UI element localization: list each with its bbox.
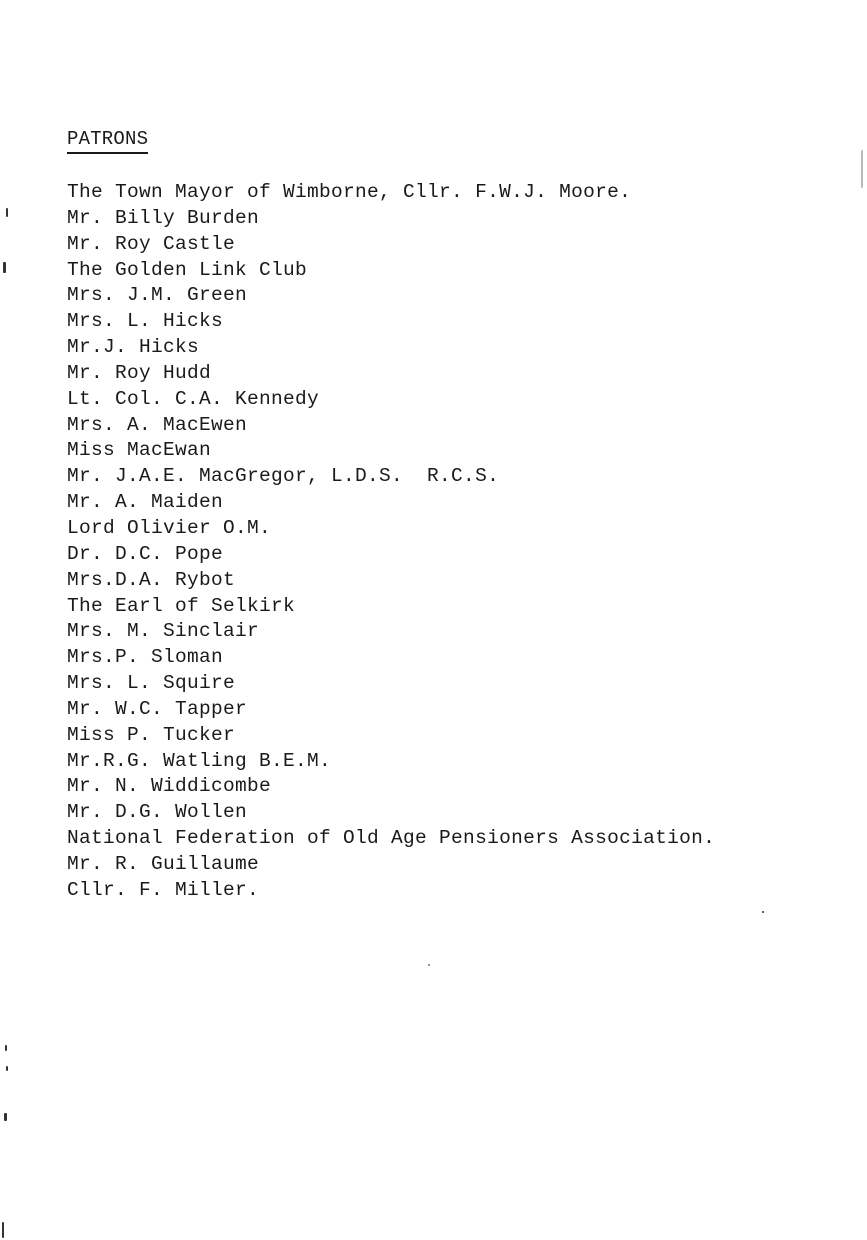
patron-entry: Mr.R.G. Watling B.E.M. [67,749,332,772]
patron-entry: Mrs. J.M. Green [67,284,248,307]
patron-entry: The Golden Link Club [67,258,308,281]
patron-entry: Mr. Billy Burden [67,206,260,229]
patron-entry: Miss MacEwan [67,439,212,462]
patron-entry: Mr. R. Guillaume [67,852,260,875]
patron-entry: Lord Olivier O.M. [67,516,272,539]
patron-entry: Mrs.P. Sloman [67,646,224,669]
patron-entry: The Town Mayor of Wimborne, Cllr. F.W.J. Moore. [67,181,632,203]
patron-entry: Mr. A. Maiden [67,491,224,514]
scan-mark [762,911,764,913]
patron-entry: The Earl of Selkirk [67,594,296,617]
patron-entry: Mr. Roy Hudd [67,361,212,384]
scan-mark [428,964,430,966]
patron-entry: Mrs. L. Squire [67,672,236,695]
scan-mark [3,262,6,273]
scan-mark [861,150,863,188]
patron-entry: Mr.J. Hicks [67,336,200,359]
patron-entry: Miss P. Tucker [67,723,236,746]
scan-mark [5,1045,7,1051]
patron-entry: Mrs.D.A. Rybot [67,568,236,591]
patron-entry: Dr. D.C. Pope [67,542,224,565]
scan-mark [6,208,8,217]
patron-entry: National Federation of Old Age Pensioners Association. [67,827,716,850]
patron-entry: Mr. D.G. Wollen [67,801,248,824]
patron-entry: Mr. J.A.E. MacGregor, L.D.S. R.C.S. [67,465,500,488]
patron-entry: Mr. N. Widdicombe [67,775,272,798]
patron-list [67,180,715,904]
scan-mark [6,1066,8,1071]
patrons-heading: PATRONS [67,127,148,154]
patron-entry: Mr. W.C. Tapper [67,697,248,720]
patron-entry: Mr. Roy Castle [67,232,236,255]
patron-entry: Mrs. M. Sinclair [67,620,260,643]
scan-mark [2,1222,4,1238]
patron-entry: Cllr. F. Miller. [67,878,260,901]
patron-entry: Mrs. A. MacEwen [67,413,248,436]
patron-entry: Mrs. L. Hicks [67,310,224,333]
patron-entry: Lt. Col. C.A. Kennedy [67,387,320,410]
scan-mark [4,1113,7,1121]
